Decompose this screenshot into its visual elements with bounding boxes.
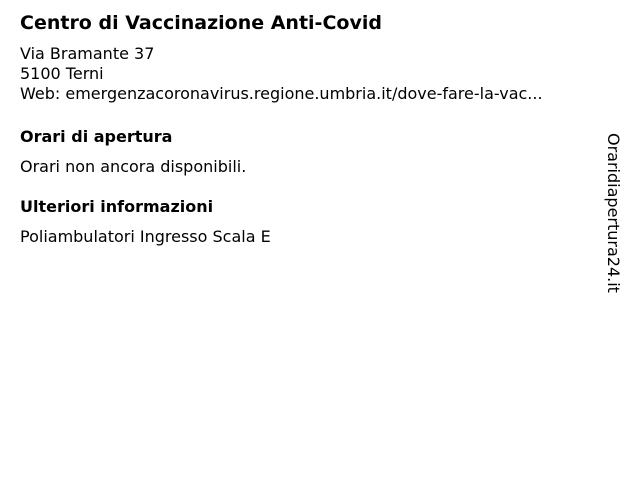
place-card xyxy=(20,10,610,248)
city-address: 5100 Terni xyxy=(20,64,104,83)
website-line xyxy=(20,84,610,104)
website-link[interactable]: emergenzacoronavirus.regione.umbria.it/dove-fare-la-vac... xyxy=(65,84,543,103)
opening-hours-section xyxy=(20,126,610,178)
street-address: Via Bramante 37 xyxy=(20,44,155,63)
additional-info-text: Poliambulatori Ingresso Scala E xyxy=(20,227,271,246)
opening-hours-text: Orari non ancora disponibili. xyxy=(20,157,247,176)
additional-info-heading: Ulteriori informazioni xyxy=(20,197,214,216)
page-title: Centro di Vaccinazione Anti-Covid xyxy=(20,12,382,34)
opening-hours-heading: Orari di apertura xyxy=(20,127,173,146)
additional-info-section xyxy=(20,196,610,248)
site-brand: Oraridiapertura24.it xyxy=(604,133,623,293)
website-label: Web: xyxy=(20,84,61,103)
address-block xyxy=(20,44,610,104)
